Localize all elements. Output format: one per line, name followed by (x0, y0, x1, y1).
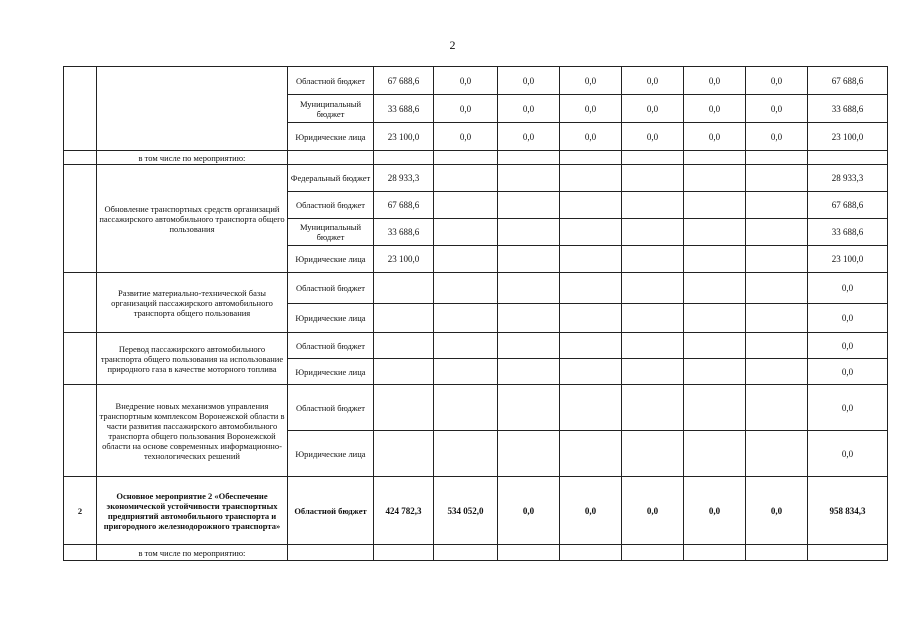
subheader: в том числе по мероприятию: (97, 545, 288, 561)
source-cell: Областной бюджет (288, 333, 374, 359)
value-cell: 67 688,6 (374, 67, 434, 95)
source-cell: Муниципальный бюджет (288, 95, 374, 123)
value-cell: 23 100,0 (374, 246, 434, 273)
value-cell: 0,0 (684, 123, 746, 151)
main-activity-title: Основное мероприятие 2 «Обеспечение экономической устойчивости транспортных предприятий автомобильного транспорта и пригородного железнодорожного транспорта» (97, 477, 288, 545)
value-cell: 0,0 (622, 477, 684, 545)
source-cell: Юридические лица (288, 123, 374, 151)
value-cell: 0,0 (746, 477, 808, 545)
total-cell: 0,0 (808, 359, 888, 385)
value-cell: 23 100,0 (374, 123, 434, 151)
total-cell: 33 688,6 (808, 219, 888, 246)
subheader: в том числе по мероприятию: (97, 151, 288, 165)
value-cell: 0,0 (622, 123, 684, 151)
value-cell: 0,0 (560, 477, 622, 545)
source-cell: Областной бюджет (288, 192, 374, 219)
num-cell (64, 67, 97, 151)
value-cell: 67 688,6 (374, 192, 434, 219)
value-cell: 0,0 (434, 123, 498, 151)
num-cell: 2 (64, 477, 97, 545)
total-cell: 67 688,6 (808, 192, 888, 219)
value-cell: 0,0 (622, 67, 684, 95)
budget-table (63, 66, 888, 561)
table-row (64, 165, 888, 192)
source-cell: Юридические лица (288, 304, 374, 333)
value-cell: 0,0 (498, 477, 560, 545)
table-row (64, 151, 888, 165)
source-cell: Юридические лица (288, 431, 374, 477)
value-cell: 0,0 (498, 67, 560, 95)
table-row (64, 273, 888, 304)
source-cell: Областной бюджет (288, 477, 374, 545)
value-cell: 0,0 (498, 95, 560, 123)
table-row (64, 333, 888, 359)
value-cell: 0,0 (434, 95, 498, 123)
source-cell: Юридические лица (288, 359, 374, 385)
value-cell: 0,0 (560, 95, 622, 123)
total-cell: 0,0 (808, 304, 888, 333)
table-row (64, 385, 888, 431)
value-cell: 424 782,3 (374, 477, 434, 545)
total-cell: 33 688,6 (808, 95, 888, 123)
total-cell: 23 100,0 (808, 246, 888, 273)
total-cell: 23 100,0 (808, 123, 888, 151)
source-cell: Юридические лица (288, 246, 374, 273)
value-cell: 0,0 (684, 95, 746, 123)
source-cell: Муниципальный бюджет (288, 219, 374, 246)
value-cell: 0,0 (684, 67, 746, 95)
value-cell: 0,0 (746, 123, 808, 151)
event-title: Перевод пассажирского автомобильного транспорта общего пользования на использование природного газа в качестве моторного топлива (97, 333, 288, 385)
table-row (64, 545, 888, 561)
source-cell: Областной бюджет (288, 67, 374, 95)
total-cell: 0,0 (808, 333, 888, 359)
value-cell: 0,0 (560, 123, 622, 151)
total-cell: 0,0 (808, 385, 888, 431)
value-cell: 28 933,3 (374, 165, 434, 192)
total-cell: 0,0 (808, 431, 888, 477)
value-cell: 33 688,6 (374, 219, 434, 246)
total-cell: 958 834,3 (808, 477, 888, 545)
page-number: 2 (449, 38, 456, 52)
event-title: Развитие материально-технической базы организаций пассажирского автомобильного транспорта общего пользования (97, 273, 288, 333)
total-cell: 0,0 (808, 273, 888, 304)
total-cell: 28 933,3 (808, 165, 888, 192)
value-cell: 0,0 (746, 95, 808, 123)
value-cell: 0,0 (434, 67, 498, 95)
table-row (64, 477, 888, 545)
value-cell: 534 052,0 (434, 477, 498, 545)
value-cell: 0,0 (684, 477, 746, 545)
table-row (64, 67, 888, 95)
value-cell: 0,0 (498, 123, 560, 151)
value-cell: 0,0 (746, 67, 808, 95)
value-cell: 0,0 (622, 95, 684, 123)
value-cell: 33 688,6 (374, 95, 434, 123)
desc-cell (97, 67, 288, 151)
total-cell: 67 688,6 (808, 67, 888, 95)
source-cell: Федеральный бюджет (288, 165, 374, 192)
source-cell: Областной бюджет (288, 273, 374, 304)
source-cell: Областной бюджет (288, 385, 374, 431)
event-title: Внедрение новых механизмов управления транспортным комплексом Воронежской области в части развития пассажирского автомобильного транспорта общего пользования Воронежской области на основе современных информационно-технологических решений (97, 385, 288, 477)
value-cell: 0,0 (560, 67, 622, 95)
event-title: Обновление транспортных средств организаций пассажирского автомобильного транспорта общего пользования (97, 165, 288, 273)
